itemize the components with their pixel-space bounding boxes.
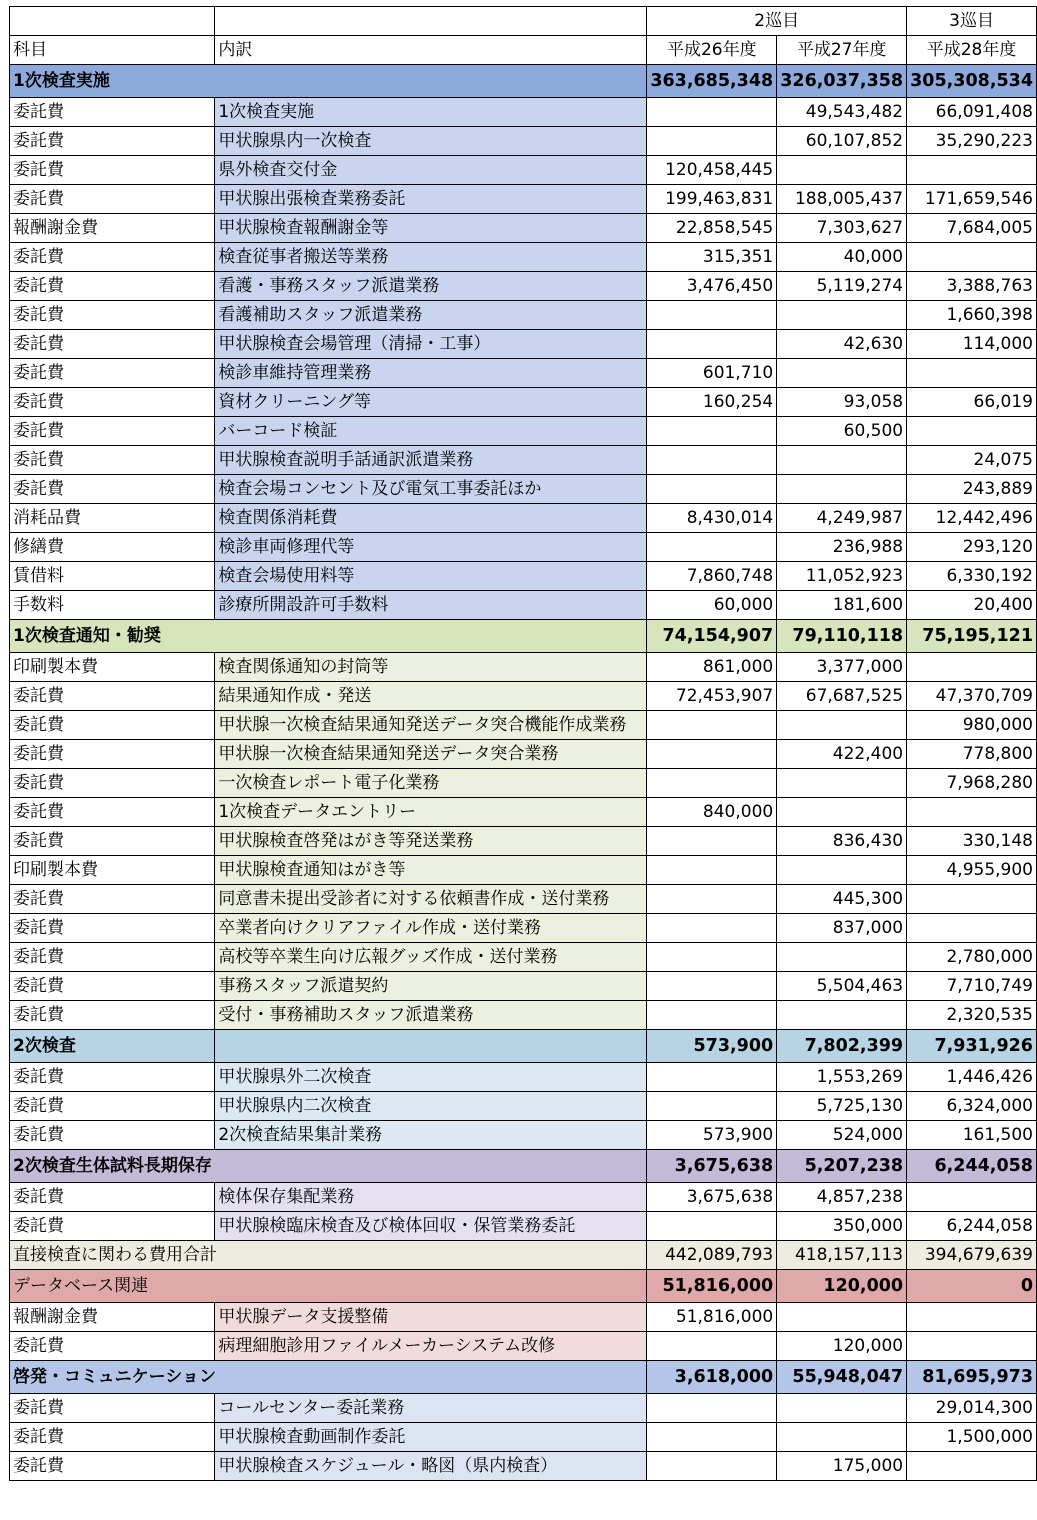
value-cell: 66,019 [907, 388, 1037, 417]
value-cell: 7,684,005 [907, 214, 1037, 243]
value-cell [907, 1183, 1037, 1212]
value-cell [647, 827, 777, 856]
section-total-value: 74,154,907 [647, 620, 777, 653]
value-cell: 6,244,058 [907, 1212, 1037, 1241]
table-row [10, 769, 1037, 798]
table-row [10, 856, 1037, 885]
value-cell [647, 1212, 777, 1241]
value-cell: 601,710 [647, 359, 777, 388]
value-cell: 188,005,437 [777, 185, 907, 214]
subject-cell: 報酬謝金費 [10, 214, 215, 243]
detail-cell: 甲状腺一次検査結果通知発送データ突合業務 [215, 740, 647, 769]
value-cell: 35,290,223 [907, 127, 1037, 156]
detail-cell: 高校等卒業生向け広報グッズ作成・送付業務 [215, 943, 647, 972]
table-row [10, 914, 1037, 943]
detail-cell: 甲状腺検査動画制作委託 [215, 1423, 647, 1452]
subject-cell: 委託費 [10, 914, 215, 943]
value-cell: 171,659,546 [907, 185, 1037, 214]
value-cell: 7,303,627 [777, 214, 907, 243]
detail-cell: 受付・事務補助スタッフ派遣業務 [215, 1001, 647, 1030]
subject-cell: 委託費 [10, 301, 215, 330]
table-row [10, 1001, 1037, 1030]
detail-cell: 検査関係通知の封筒等 [215, 653, 647, 682]
value-cell [907, 1452, 1037, 1481]
value-cell: 181,600 [777, 591, 907, 620]
value-cell [647, 1063, 777, 1092]
value-cell: 4,955,900 [907, 856, 1037, 885]
subject-cell: 印刷製本費 [10, 856, 215, 885]
section-total-value: 55,948,047 [777, 1361, 907, 1394]
subject-cell: 委託費 [10, 98, 215, 127]
value-cell: 3,377,000 [777, 653, 907, 682]
detail-cell: 甲状腺検査会場管理（清掃・工事） [215, 330, 647, 359]
section-title-filler [215, 1150, 647, 1183]
subject-cell: 委託費 [10, 359, 215, 388]
subject-cell: 委託費 [10, 330, 215, 359]
section-header-row [10, 1361, 1037, 1394]
value-cell: 445,300 [777, 885, 907, 914]
detail-cell: 看護補助スタッフ派遣業務 [215, 301, 647, 330]
value-cell [647, 1452, 777, 1481]
value-cell: 11,052,923 [777, 562, 907, 591]
value-cell: 330,148 [907, 827, 1037, 856]
value-cell [647, 769, 777, 798]
table-row [10, 446, 1037, 475]
subject-cell: 委託費 [10, 1183, 215, 1212]
table-row [10, 359, 1037, 388]
value-cell [647, 301, 777, 330]
budget-table-body [10, 7, 1037, 1481]
table-row [10, 475, 1037, 504]
value-cell [647, 1423, 777, 1452]
value-cell: 7,710,749 [907, 972, 1037, 1001]
value-cell [647, 533, 777, 562]
value-cell: 840,000 [647, 798, 777, 827]
value-cell: 573,900 [647, 1121, 777, 1150]
subject-cell: 委託費 [10, 475, 215, 504]
value-cell: 7,968,280 [907, 769, 1037, 798]
subject-cell: 委託費 [10, 798, 215, 827]
value-cell: 315,351 [647, 243, 777, 272]
value-cell [777, 359, 907, 388]
subject-cell: 委託費 [10, 972, 215, 1001]
value-cell: 199,463,831 [647, 185, 777, 214]
value-cell: 837,000 [777, 914, 907, 943]
table-row [10, 98, 1037, 127]
value-cell [647, 972, 777, 1001]
section-title-filler [215, 65, 647, 98]
value-cell [647, 1001, 777, 1030]
section-total-value: 5,207,238 [777, 1150, 907, 1183]
section-header-row [10, 1150, 1037, 1183]
year-header-h28: 平成28年度 [907, 36, 1037, 65]
detail-cell: 1次検査実施 [215, 98, 647, 127]
section-total-value: 573,900 [647, 1030, 777, 1063]
value-cell [907, 243, 1037, 272]
value-cell: 66,091,408 [907, 98, 1037, 127]
value-cell: 72,453,907 [647, 682, 777, 711]
value-cell: 3,388,763 [907, 272, 1037, 301]
table-row [10, 1394, 1037, 1423]
subject-cell: 委託費 [10, 827, 215, 856]
section-header-row [10, 1270, 1037, 1303]
section-title: データベース関連 [10, 1270, 647, 1303]
subject-cell: 修繕費 [10, 533, 215, 562]
value-cell: 24,075 [907, 446, 1037, 475]
value-cell [907, 885, 1037, 914]
round3-header: 3巡目 [907, 7, 1037, 36]
value-cell: 980,000 [907, 711, 1037, 740]
detail-cell: 診療所開設許可手数料 [215, 591, 647, 620]
detail-cell: 甲状腺検査説明手話通訳派遣業務 [215, 446, 647, 475]
value-cell [777, 856, 907, 885]
value-cell [777, 1303, 907, 1332]
value-cell [777, 1394, 907, 1423]
value-cell [647, 914, 777, 943]
value-cell: 1,446,426 [907, 1063, 1037, 1092]
subject-cell: 報酬謝金費 [10, 1303, 215, 1332]
value-cell [647, 417, 777, 446]
header-empty-cell [10, 7, 215, 36]
value-cell: 836,430 [777, 827, 907, 856]
subject-column-header: 科目 [10, 36, 215, 65]
subject-cell: 委託費 [10, 1092, 215, 1121]
subject-cell: 委託費 [10, 127, 215, 156]
year-header-h27: 平成27年度 [777, 36, 907, 65]
table-row [10, 1063, 1037, 1092]
value-cell [777, 156, 907, 185]
header-row-columns [10, 36, 1037, 65]
value-cell [777, 1001, 907, 1030]
table-row [10, 711, 1037, 740]
section-title: 2次検査 [10, 1030, 215, 1063]
value-cell: 40,000 [777, 243, 907, 272]
value-cell: 5,725,130 [777, 1092, 907, 1121]
subject-cell: 委託費 [10, 740, 215, 769]
detail-cell: コールセンター委託業務 [215, 1394, 647, 1423]
detail-cell: 1次検査データエントリー [215, 798, 647, 827]
subject-cell: 委託費 [10, 1394, 215, 1423]
detail-cell: 資材クリーニング等 [215, 388, 647, 417]
section-total-value: 81,695,973 [907, 1361, 1037, 1394]
detail-cell: 県外検査交付金 [215, 156, 647, 185]
value-cell [647, 1394, 777, 1423]
detail-cell: 甲状腺県内二次検査 [215, 1092, 647, 1121]
value-cell: 2,780,000 [907, 943, 1037, 972]
value-cell [647, 127, 777, 156]
table-row [10, 214, 1037, 243]
table-row [10, 682, 1037, 711]
value-cell: 778,800 [907, 740, 1037, 769]
value-cell [647, 943, 777, 972]
detail-cell: 検診車維持管理業務 [215, 359, 647, 388]
table-row [10, 1121, 1037, 1150]
value-cell: 42,630 [777, 330, 907, 359]
value-cell: 1,553,269 [777, 1063, 907, 1092]
table-row [10, 1423, 1037, 1452]
detail-cell: バーコード検証 [215, 417, 647, 446]
detail-cell: 甲状腺検査通知はがき等 [215, 856, 647, 885]
subject-cell: 印刷製本費 [10, 653, 215, 682]
direct-total-value: 394,679,639 [907, 1241, 1037, 1270]
table-row [10, 243, 1037, 272]
section-total-value: 75,195,121 [907, 620, 1037, 653]
value-cell: 93,058 [777, 388, 907, 417]
table-row [10, 1092, 1037, 1121]
subject-cell: 委託費 [10, 711, 215, 740]
value-cell [777, 798, 907, 827]
budget-table [9, 6, 1037, 1481]
detail-column-header: 内訳 [215, 36, 647, 65]
value-cell: 49,543,482 [777, 98, 907, 127]
value-cell: 51,816,000 [647, 1303, 777, 1332]
value-cell [907, 1303, 1037, 1332]
detail-cell: 甲状腺県内一次検査 [215, 127, 647, 156]
detail-cell: 甲状腺検臨床検査及び検体回収・保管業務委託 [215, 1212, 647, 1241]
subject-cell: 委託費 [10, 1212, 215, 1241]
detail-cell: 事務スタッフ派遣契約 [215, 972, 647, 1001]
section-total-value: 363,685,348 [647, 65, 777, 98]
subject-cell: 委託費 [10, 156, 215, 185]
detail-cell: 検体保存集配業務 [215, 1183, 647, 1212]
subject-cell: 委託費 [10, 943, 215, 972]
value-cell: 67,687,525 [777, 682, 907, 711]
section-title: 1次検査実施 [10, 65, 215, 98]
value-cell: 12,442,496 [907, 504, 1037, 533]
value-cell: 1,500,000 [907, 1423, 1037, 1452]
value-cell: 3,675,638 [647, 1183, 777, 1212]
subject-cell: 委託費 [10, 1121, 215, 1150]
subject-cell: 委託費 [10, 446, 215, 475]
value-cell: 20,400 [907, 591, 1037, 620]
value-cell [907, 359, 1037, 388]
subject-cell: 委託費 [10, 1452, 215, 1481]
section-total-value: 3,618,000 [647, 1361, 777, 1394]
detail-cell: 2次検査結果集計業務 [215, 1121, 647, 1150]
detail-cell: 甲状腺県外二次検査 [215, 1063, 647, 1092]
section-total-value: 6,244,058 [907, 1150, 1037, 1183]
table-row [10, 156, 1037, 185]
detail-cell: 甲状腺データ支援整備 [215, 1303, 647, 1332]
year-header-h26: 平成26年度 [647, 36, 777, 65]
subject-cell: 委託費 [10, 388, 215, 417]
table-row [10, 885, 1037, 914]
subject-cell: 委託費 [10, 417, 215, 446]
detail-cell: 検査会場コンセント及び電気工事委託ほか [215, 475, 647, 504]
value-cell: 3,476,450 [647, 272, 777, 301]
value-cell: 60,500 [777, 417, 907, 446]
value-cell [647, 330, 777, 359]
direct-total-label: 直接検査に関わる費用合計 [10, 1241, 647, 1270]
value-cell [647, 856, 777, 885]
detail-cell: 検査従事者搬送等業務 [215, 243, 647, 272]
section-total-value: 7,931,926 [907, 1030, 1037, 1063]
subject-cell: 委託費 [10, 1423, 215, 1452]
subject-cell: 委託費 [10, 243, 215, 272]
section-total-value: 3,675,638 [647, 1150, 777, 1183]
table-row [10, 1212, 1037, 1241]
detail-cell: 病理細胞診用ファイルメーカーシステム改修 [215, 1332, 647, 1361]
section-total-value: 305,308,534 [907, 65, 1037, 98]
value-cell [907, 417, 1037, 446]
value-cell [647, 446, 777, 475]
detail-cell: 甲状腺検査スケジュール・略図（県内検査） [215, 1452, 647, 1481]
table-row [10, 330, 1037, 359]
direct-total-value: 418,157,113 [777, 1241, 907, 1270]
value-cell [647, 740, 777, 769]
section-total-value: 51,816,000 [647, 1270, 777, 1303]
table-row [10, 798, 1037, 827]
table-row [10, 1303, 1037, 1332]
value-cell: 524,000 [777, 1121, 907, 1150]
detail-cell: 看護・事務スタッフ派遣業務 [215, 272, 647, 301]
table-row [10, 1452, 1037, 1481]
table-row [10, 562, 1037, 591]
value-cell: 47,370,709 [907, 682, 1037, 711]
subject-cell: 賃借料 [10, 562, 215, 591]
subject-cell: 手数料 [10, 591, 215, 620]
value-cell: 175,000 [777, 1452, 907, 1481]
value-cell: 160,254 [647, 388, 777, 417]
value-cell: 60,000 [647, 591, 777, 620]
table-row [10, 1183, 1037, 1212]
detail-cell: 甲状腺出張検査業務委託 [215, 185, 647, 214]
value-cell [647, 711, 777, 740]
subject-cell: 委託費 [10, 885, 215, 914]
header-row-rounds [10, 7, 1037, 36]
value-cell: 1,660,398 [907, 301, 1037, 330]
detail-cell: 甲状腺検査報酬謝金等 [215, 214, 647, 243]
table-row [10, 1332, 1037, 1361]
detail-cell: 検診車両修理代等 [215, 533, 647, 562]
value-cell: 120,458,445 [647, 156, 777, 185]
value-cell [907, 653, 1037, 682]
header-empty-cell [215, 7, 647, 36]
section-total-value: 326,037,358 [777, 65, 907, 98]
table-row [10, 504, 1037, 533]
value-cell: 4,249,987 [777, 504, 907, 533]
subject-cell: 委託費 [10, 682, 215, 711]
subject-cell: 委託費 [10, 272, 215, 301]
section-title: 1次検査通知・勧奨 [10, 620, 215, 653]
value-cell: 114,000 [907, 330, 1037, 359]
table-row [10, 417, 1037, 446]
value-cell: 236,988 [777, 533, 907, 562]
value-cell: 22,858,545 [647, 214, 777, 243]
value-cell [777, 475, 907, 504]
section-title: 啓発・コミュニケーション [10, 1361, 647, 1394]
value-cell [647, 1092, 777, 1121]
value-cell [777, 1423, 907, 1452]
detail-cell: 同意書未提出受診者に対する依頼書作成・送付業務 [215, 885, 647, 914]
value-cell: 7,860,748 [647, 562, 777, 591]
value-cell: 243,889 [907, 475, 1037, 504]
value-cell: 6,324,000 [907, 1092, 1037, 1121]
table-row [10, 972, 1037, 1001]
value-cell: 6,330,192 [907, 562, 1037, 591]
value-cell: 861,000 [647, 653, 777, 682]
detail-cell: 結果通知作成・発送 [215, 682, 647, 711]
value-cell: 350,000 [777, 1212, 907, 1241]
value-cell: 5,504,463 [777, 972, 907, 1001]
section-total-value: 79,110,118 [777, 620, 907, 653]
value-cell: 293,120 [907, 533, 1037, 562]
value-cell: 2,320,535 [907, 1001, 1037, 1030]
table-row [10, 827, 1037, 856]
direct-total-value: 442,089,793 [647, 1241, 777, 1270]
table-row [10, 740, 1037, 769]
section-header-row [10, 65, 1037, 98]
section-title: 2次検査生体試料長期保存 [10, 1150, 215, 1183]
table-row [10, 533, 1037, 562]
value-cell [907, 914, 1037, 943]
table-row [10, 272, 1037, 301]
section-header-row [10, 620, 1037, 653]
subject-cell: 委託費 [10, 1063, 215, 1092]
table-row [10, 388, 1037, 417]
value-cell [647, 98, 777, 127]
direct-total-row [10, 1241, 1037, 1270]
subject-cell: 消耗品費 [10, 504, 215, 533]
value-cell [777, 446, 907, 475]
subject-cell: 委託費 [10, 185, 215, 214]
value-cell: 422,400 [777, 740, 907, 769]
detail-cell: 甲状腺検査啓発はがき等発送業務 [215, 827, 647, 856]
value-cell [907, 156, 1037, 185]
round2-header: 2巡目 [647, 7, 907, 36]
subject-cell: 委託費 [10, 1332, 215, 1361]
section-total-value: 120,000 [777, 1270, 907, 1303]
section-title-filler [215, 620, 647, 653]
detail-cell: 卒業者向けクリアファイル作成・送付業務 [215, 914, 647, 943]
table-row [10, 591, 1037, 620]
section-total-value: 7,802,399 [777, 1030, 907, 1063]
value-cell: 29,014,300 [907, 1394, 1037, 1423]
table-row [10, 185, 1037, 214]
subject-cell: 委託費 [10, 769, 215, 798]
value-cell [647, 885, 777, 914]
section-total-value: 0 [907, 1270, 1037, 1303]
subject-cell: 委託費 [10, 1001, 215, 1030]
value-cell: 161,500 [907, 1121, 1037, 1150]
value-cell: 120,000 [777, 1332, 907, 1361]
table-row [10, 127, 1037, 156]
section-header-row [10, 1030, 1037, 1063]
value-cell: 5,119,274 [777, 272, 907, 301]
value-cell [907, 1332, 1037, 1361]
detail-cell: 一次検査レポート電子化業務 [215, 769, 647, 798]
table-row [10, 943, 1037, 972]
detail-cell: 検査会場使用料等 [215, 562, 647, 591]
value-cell: 4,857,238 [777, 1183, 907, 1212]
value-cell: 8,430,014 [647, 504, 777, 533]
section-title-filler [215, 1030, 647, 1063]
value-cell: 60,107,852 [777, 127, 907, 156]
value-cell [907, 798, 1037, 827]
value-cell [777, 943, 907, 972]
detail-cell: 検査関係消耗費 [215, 504, 647, 533]
value-cell [777, 711, 907, 740]
detail-cell: 甲状腺一次検査結果通知発送データ突合機能作成業務 [215, 711, 647, 740]
value-cell [647, 1332, 777, 1361]
value-cell [777, 301, 907, 330]
value-cell [647, 475, 777, 504]
value-cell [777, 769, 907, 798]
table-row [10, 301, 1037, 330]
table-row [10, 653, 1037, 682]
